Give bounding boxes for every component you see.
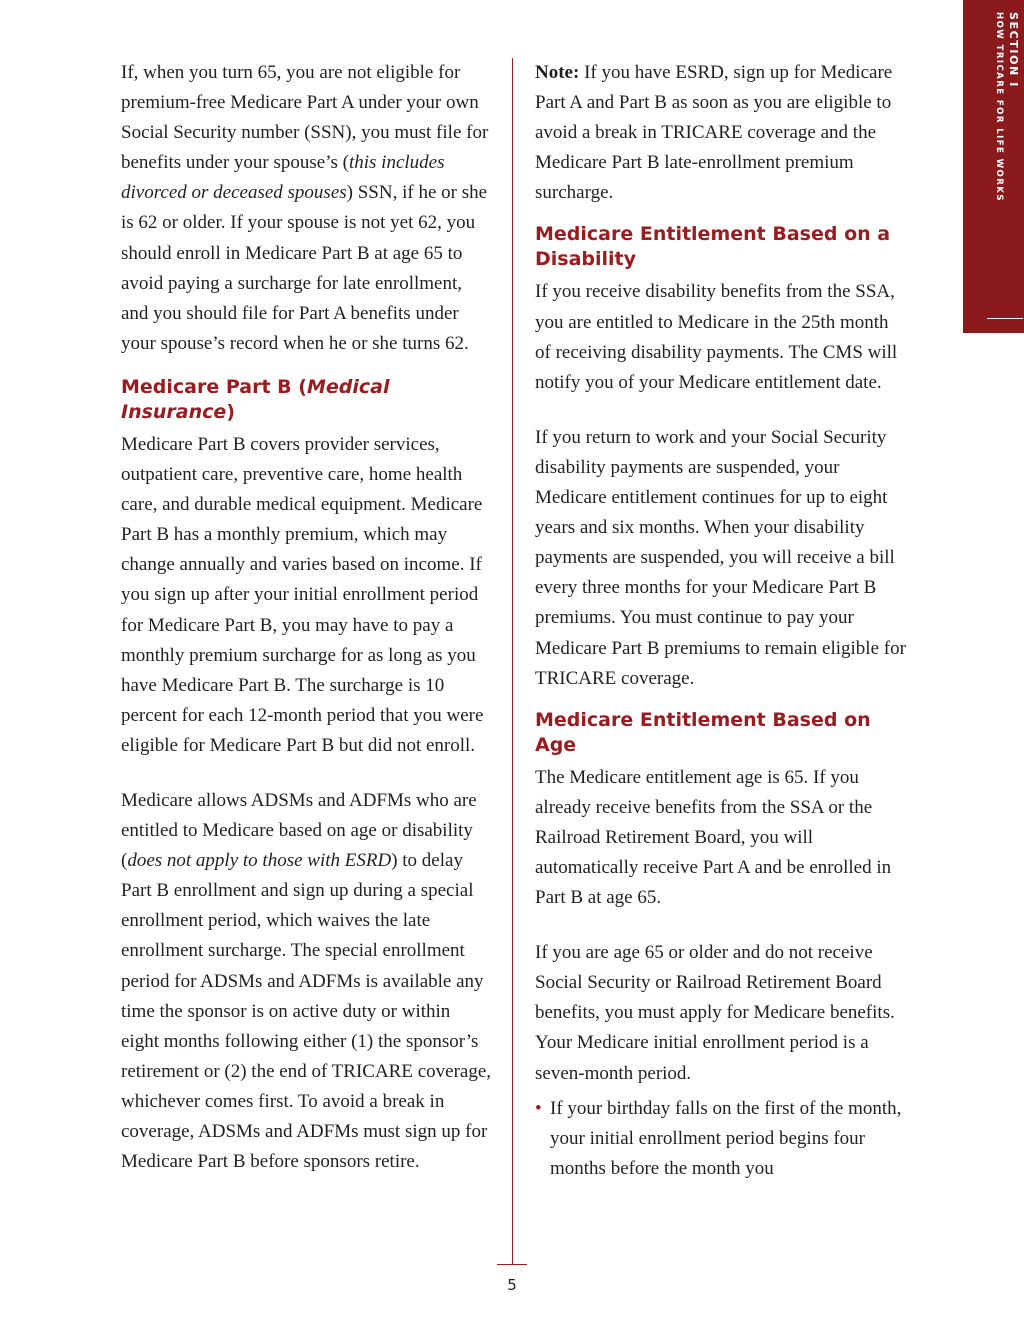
para1-italic: this includes divorced or deceased spouses xyxy=(121,152,445,204)
para3-rest: ) to delay Part B enrollment and sign up during a special enrollment period, which waives the late enrollment surcharge. The special enrollment period for ADSMs and ADFMs is available any time the sponsor is on active duty or within eight months following either (1) the sponsor’s retirement or (2) the end of TRICARE coverage, whichever comes first. To avoid a break in coverage, ADSMs and ADFMs must sign up for Medicare Part B before sponsors retire. xyxy=(121,850,492,1173)
list-item xyxy=(535,1094,907,1184)
age-entitlement-heading: Medicare Entitlement Based on Age xyxy=(535,708,871,756)
part-b-coverage-paragraph: Medicare Part B covers provider services, outpatient care, preventive care, home health care, and durable medical equipment. Medicare Part B has a monthly premium, which may change annually and varies based on income. If you sign up after your initial enrollment period for Medicare Part B, you may have to pay a monthly premium surcharge for as long as you have Medicare Part B. The surcharge is 10 percent for each 12-month period that you were eligible for Medicare Part B but did not enroll. xyxy=(121,433,484,756)
esrd-note xyxy=(535,58,907,208)
left-column xyxy=(121,58,493,1177)
para1-rest: ) SSN, if he or she is 62 or older. If your spouse is not yet 62, you should enroll in Medicare Part B at age 65 to avoid paying a surcharge for late enrollment, and you should file for Part A benefits under your spouse’s record when he or she turns 62. xyxy=(121,182,488,354)
spouse-eligibility-paragraph xyxy=(121,58,493,359)
section-label: SECTION I xyxy=(1007,12,1020,88)
para3-italic: does not apply to those with ESRD xyxy=(127,850,392,872)
return-to-work-paragraph: If you return to work and your Social Security disability payments are suspended, your Medicare entitlement continues for up to eight years and six months. When your disability payments are suspended, you will receive a bill every three months for your Medicare Part B premiums. You must continue to pay your Medicare Part B premiums to remain eligible for TRICARE coverage. xyxy=(535,426,906,689)
note-text: If you have ESRD, sign up for Medicare Part A and Part B as soon as you are eligible to avoid a break in TRICARE coverage and the Medicare Part B late-enrollment premium surcharge. xyxy=(535,62,893,204)
page-number: 5 xyxy=(507,1276,517,1294)
disability-paragraph: If you receive disability benefits from the SSA, you are entitled to Medicare in the 25th month of receiving disability payments. The CMS will notify you of your Medicare entitlement date. xyxy=(535,281,898,393)
medicare-part-b-heading xyxy=(121,375,493,425)
special-enrollment-paragraph xyxy=(121,786,493,1177)
para1-text: If, when you turn 65, you are not eligible for premium-free Medicare Part A under your own Social Security number (SSN), you must file for benefits under your spouse’s ( xyxy=(121,62,489,174)
disability-entitlement-heading: Medicare Entitlement Based on a Disability xyxy=(535,223,891,271)
right-column xyxy=(535,58,907,1184)
section-title: HOW TRICARE FOR LIFE WORKS xyxy=(994,12,1004,202)
heading1-start: Medicare Part B ( xyxy=(121,375,307,398)
heading1-end: ) xyxy=(226,400,235,423)
heading1-italic: Medical Insurance xyxy=(121,375,390,423)
para3-text: Medicare allows ADSMs and ADFMs who are entitled to Medicare based on age or disability ( xyxy=(121,789,477,872)
bullet-icon: • xyxy=(535,1097,542,1119)
enrollment-bullet-list xyxy=(535,1094,907,1184)
section-tab-rule xyxy=(987,318,1023,319)
entitlement-age-paragraph: The Medicare entitlement age is 65. If you already receive benefits from the SSA or the Railroad Retirement Board, you will automatically receive Part A and be enrolled in Part B at age 65. xyxy=(535,766,892,909)
divider-foot-rule xyxy=(497,1264,527,1265)
apply-for-medicare-paragraph: If you are age 65 or older and do not receive Social Security or Railroad Retirement Board benefits, you must apply for Medicare benefits. Your Medicare initial enrollment period is a seven-month period. xyxy=(535,942,895,1084)
bullet-text: If your birthday falls on the first of the month, your initial enrollment period begins four months before the month you xyxy=(550,1097,902,1179)
note-label: Note: xyxy=(535,62,580,83)
column-divider xyxy=(512,58,513,1264)
